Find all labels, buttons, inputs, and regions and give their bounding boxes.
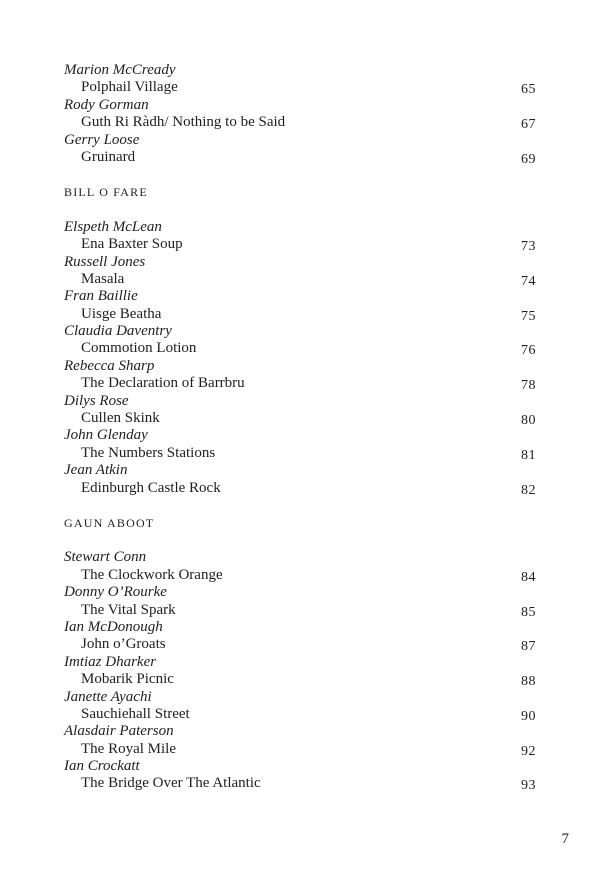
- title-line: [64, 671, 536, 688]
- title-line: [64, 775, 536, 792]
- toc-entry: [64, 584, 536, 619]
- title-line: [64, 306, 536, 323]
- page-number: 81: [521, 447, 536, 463]
- work-title: The Royal Mile: [81, 740, 176, 757]
- work-title: John o’Groats: [81, 636, 166, 653]
- title-line: [64, 340, 536, 357]
- page-number: 87: [521, 639, 536, 655]
- toc-entry: [64, 358, 536, 393]
- toc-entry: [64, 427, 536, 462]
- toc-entry: [64, 549, 536, 584]
- page-number: 73: [521, 239, 536, 255]
- title-line: [64, 602, 536, 619]
- work-title: Guth Ri Ràdh/ Nothing to be Said: [81, 114, 286, 131]
- work-title: The Clockwork Orange: [81, 566, 223, 583]
- author-name: Jean Atkin: [64, 462, 128, 479]
- page-number: 76: [521, 343, 536, 359]
- work-title: The Numbers Stations: [81, 444, 216, 461]
- author-name: Ian Crockatt: [64, 758, 140, 775]
- title-line: [64, 236, 536, 253]
- author-name: Russell Jones: [64, 253, 146, 270]
- page-number: 65: [521, 82, 536, 98]
- author-name: Rebecca Sharp: [64, 357, 155, 374]
- page-number: 78: [521, 378, 536, 394]
- toc-entry: [64, 132, 536, 167]
- page-number: 93: [521, 778, 536, 794]
- toc-entry: [64, 723, 536, 758]
- toc-entry: [64, 62, 536, 97]
- title-line: [64, 706, 536, 723]
- author-name: John Glenday: [64, 427, 148, 444]
- work-title: Edinburgh Castle Rock: [81, 479, 221, 496]
- toc-entry: [64, 97, 536, 132]
- title-line: [64, 149, 536, 166]
- page-number: 75: [521, 308, 536, 324]
- page-number: 80: [521, 413, 536, 429]
- author-name: Alasdair Paterson: [64, 723, 174, 740]
- work-title: Gruinard: [81, 148, 136, 165]
- page-number: 90: [521, 708, 536, 724]
- author-name: Imtiaz Dharker: [64, 653, 157, 670]
- author-name: Marion McCready: [64, 62, 176, 78]
- work-title: Cullen Skink: [81, 410, 160, 427]
- title-line: [64, 410, 536, 427]
- page-number: 74: [521, 273, 536, 289]
- author-name: Gerry Loose: [64, 131, 140, 148]
- page-number: 85: [521, 604, 536, 620]
- section-heading: BILL O FARE: [64, 185, 148, 200]
- toc-entry: [64, 462, 536, 497]
- title-line: [64, 445, 536, 462]
- author-name: Janette Ayachi: [64, 688, 152, 705]
- section-heading: GAUN ABOOT: [64, 515, 155, 530]
- work-title: The Vital Spark: [81, 601, 176, 618]
- toc-entry: [64, 254, 536, 289]
- work-title: Uisge Beatha: [81, 305, 162, 322]
- title-line: [64, 636, 536, 653]
- toc-entry: [64, 619, 536, 654]
- title-line: [64, 114, 536, 131]
- page-number: 88: [521, 674, 536, 690]
- author-name: Rody Gorman: [64, 96, 149, 113]
- toc-entry: [64, 689, 536, 724]
- toc-entry: [64, 654, 536, 689]
- title-line: [64, 79, 536, 96]
- title-line: [64, 741, 536, 758]
- table-of-contents: [64, 62, 536, 793]
- page-number: 82: [521, 482, 536, 498]
- title-line: [64, 567, 536, 584]
- work-title: Polphail Village: [81, 79, 178, 96]
- author-name: Stewart Conn: [64, 549, 147, 566]
- page-folio: 7: [561, 831, 569, 847]
- author-name: Claudia Daventry: [64, 323, 172, 340]
- page-number: 84: [521, 569, 536, 585]
- page-number: 67: [521, 117, 536, 133]
- author-name: Ian McDonough: [64, 618, 163, 635]
- page-number: 92: [521, 743, 536, 759]
- work-title: The Bridge Over The Atlantic: [81, 775, 261, 792]
- work-title: Masala: [81, 270, 125, 287]
- title-line: [64, 375, 536, 392]
- author-name: Donny O’Rourke: [64, 584, 167, 601]
- work-title: Mobarik Picnic: [81, 671, 174, 688]
- toc-entry: [64, 393, 536, 428]
- work-title: The Declaration of Barrbru: [81, 375, 245, 392]
- work-title: Ena Baxter Soup: [81, 236, 183, 253]
- author-name: Elspeth McLean: [64, 218, 162, 235]
- author-name: Fran Baillie: [64, 288, 138, 305]
- author-name: Dilys Rose: [64, 392, 129, 409]
- toc-entry: [64, 323, 536, 358]
- work-title: Commotion Lotion: [81, 340, 197, 357]
- toc-entry: [64, 288, 536, 323]
- page-number: 69: [521, 151, 536, 167]
- work-title: Sauchiehall Street: [81, 705, 190, 722]
- title-line: [64, 480, 536, 497]
- toc-entry: [64, 219, 536, 254]
- toc-entry: [64, 758, 536, 793]
- title-line: [64, 271, 536, 288]
